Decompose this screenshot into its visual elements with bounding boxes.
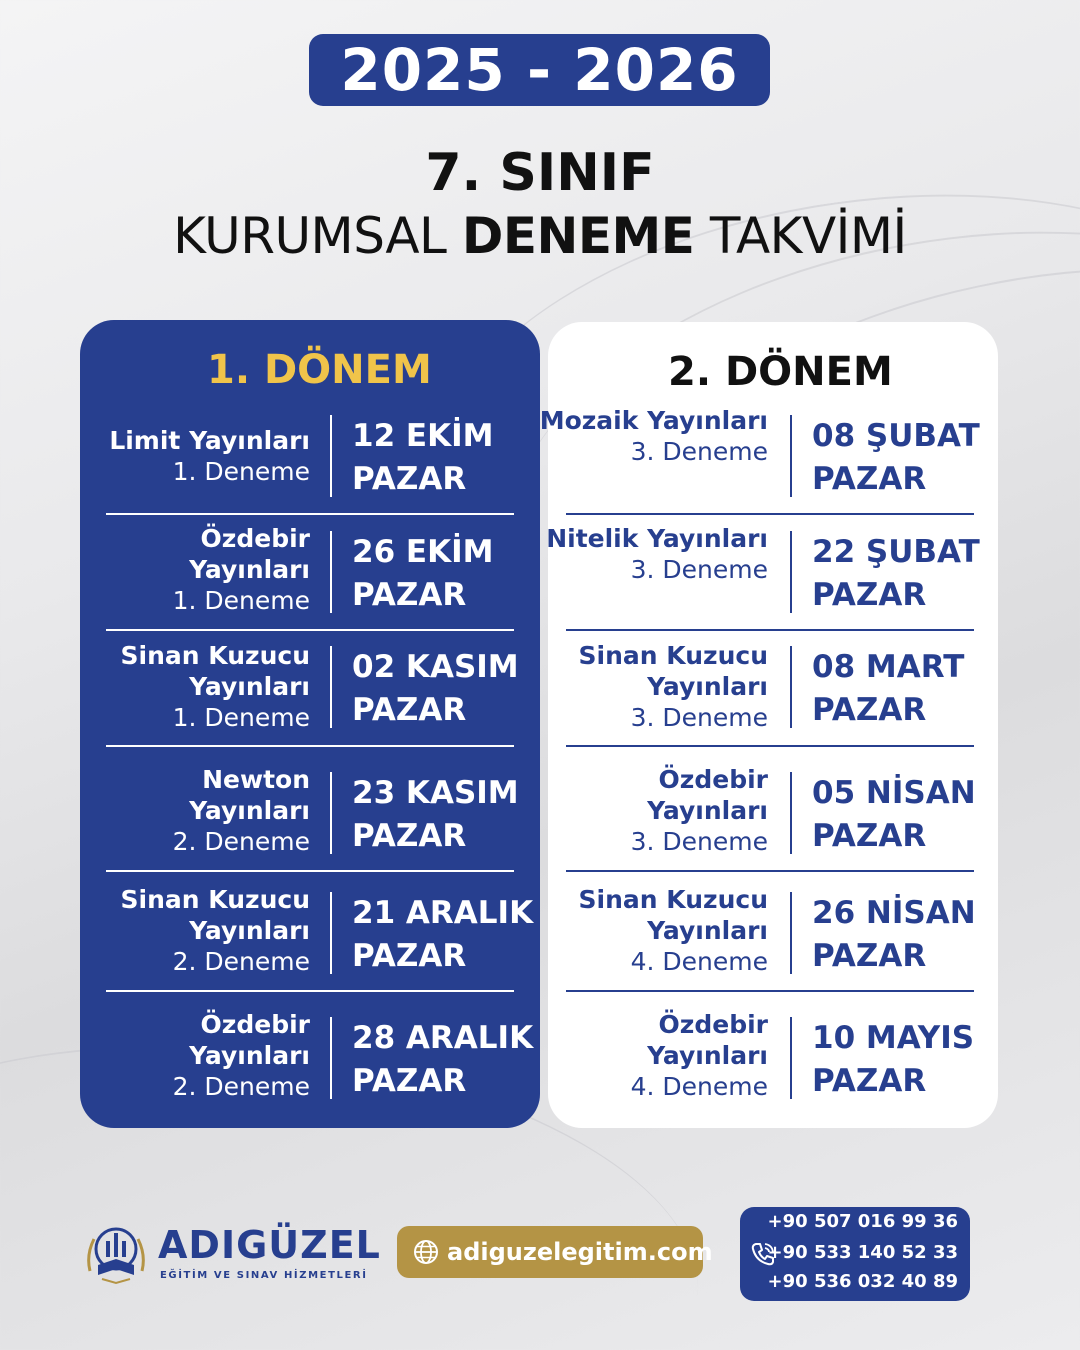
publisher-name: Limit Yayınları: [109, 426, 310, 455]
exam-number: 1. Deneme: [172, 586, 310, 615]
exam-day: PAZAR: [812, 577, 927, 613]
divider: [330, 1017, 332, 1099]
row-separator: [566, 990, 974, 992]
exam-day: PAZAR: [352, 692, 467, 728]
exam-number: 2. Deneme: [172, 827, 310, 856]
row-separator: [106, 990, 514, 992]
divider: [790, 415, 792, 497]
publisher-cell: [538, 640, 768, 733]
exam-day: PAZAR: [812, 1063, 927, 1099]
publisher-name: Sinan Kuzucu Yayınları: [578, 885, 768, 945]
publisher-cell: [538, 405, 768, 467]
term1-heading: 1. DÖNEM: [207, 347, 432, 393]
exam-date: 08 ŞUBAT: [812, 418, 980, 454]
row-separator: [566, 870, 974, 872]
grade-heading: 7. SINIF: [425, 143, 655, 203]
exam-date: 21 ARALIK: [352, 895, 534, 931]
publisher-name: Sinan Kuzucu Yayınları: [578, 641, 768, 701]
phone-number[interactable]: +90 533 140 52 33: [767, 1242, 958, 1263]
page-title: [0, 205, 1080, 267]
publisher-name: Sinan Kuzucu Yayınları: [120, 641, 310, 701]
exam-number: 3. Deneme: [630, 703, 768, 732]
exam-day: PAZAR: [352, 938, 467, 974]
exam-date: 05 NİSAN: [812, 775, 976, 811]
exam-number: 2. Deneme: [172, 1072, 310, 1101]
row-separator: [106, 629, 514, 631]
exam-date: 26 NİSAN: [812, 895, 976, 931]
publisher-cell: [80, 523, 310, 616]
exam-day: PAZAR: [812, 461, 927, 497]
globe-icon: [413, 1239, 439, 1265]
exam-date: 22 ŞUBAT: [812, 534, 980, 570]
exam-day: PAZAR: [352, 1063, 467, 1099]
term1-panel: [80, 320, 540, 1128]
exam-number: 3. Deneme: [630, 555, 768, 584]
book-logo-icon: [80, 1219, 152, 1291]
exam-date: 10 MAYIS: [812, 1020, 975, 1056]
publisher-name: Özdebir Yayınları: [189, 1010, 310, 1070]
publisher-cell: [80, 1009, 310, 1102]
exam-date: 02 KASIM: [352, 649, 519, 685]
publisher-cell: [538, 1009, 768, 1102]
divider: [330, 531, 332, 613]
exam-number: 3. Deneme: [630, 827, 768, 856]
publisher-cell: [538, 884, 768, 977]
divider: [330, 646, 332, 728]
exam-day: PAZAR: [812, 692, 927, 728]
exam-day: PAZAR: [812, 818, 927, 854]
website-url: adiguzelegitim.com: [447, 1238, 713, 1266]
row-separator: [566, 745, 974, 747]
publisher-cell: [80, 425, 310, 487]
divider: [330, 892, 332, 974]
phone-number[interactable]: +90 507 016 99 36: [767, 1211, 958, 1232]
publisher-name: Nitelik Yayınları: [546, 524, 768, 553]
brand-name: ADIGÜZEL: [158, 1223, 381, 1267]
exam-date: 26 EKİM: [352, 534, 494, 570]
exam-day: PAZAR: [352, 577, 467, 613]
year-range-badge: 2025 - 2026: [309, 34, 770, 106]
exam-day: PAZAR: [352, 461, 467, 497]
exam-number: 3. Deneme: [630, 437, 768, 466]
divider: [790, 646, 792, 728]
exam-date: 12 EKİM: [352, 418, 494, 454]
publisher-cell: [80, 640, 310, 733]
divider: [330, 772, 332, 854]
exam-number: 4. Deneme: [630, 1072, 768, 1101]
exam-day: PAZAR: [812, 938, 927, 974]
publisher-name: Özdebir Yayınları: [647, 1010, 768, 1070]
publisher-name: Özdebir Yayınları: [189, 524, 310, 584]
term2-panel: [539, 322, 998, 1128]
exam-date: 28 ARALIK: [352, 1020, 534, 1056]
publisher-name: Newton Yayınları: [189, 765, 310, 825]
title-bold: DENEME: [461, 207, 695, 265]
publisher-name: Özdebir Yayınları: [647, 765, 768, 825]
publisher-cell: [538, 764, 768, 857]
phone-number[interactable]: +90 536 032 40 89: [767, 1271, 958, 1292]
divider: [790, 531, 792, 613]
row-separator: [106, 870, 514, 872]
exam-date: 08 MART: [812, 649, 965, 685]
publisher-cell: [80, 764, 310, 857]
exam-number: 1. Deneme: [172, 457, 310, 486]
divider: [790, 1017, 792, 1099]
row-separator: [106, 745, 514, 747]
phone-contacts: [740, 1207, 970, 1301]
publisher-cell: [538, 523, 768, 585]
website-link[interactable]: [397, 1226, 713, 1278]
term2-heading: 2. DÖNEM: [668, 349, 893, 395]
brand-tagline: EĞİTİM VE SINAV HİZMETLERİ: [160, 1270, 368, 1281]
exam-day: PAZAR: [352, 818, 467, 854]
row-separator: [566, 513, 974, 515]
exam-number: 1. Deneme: [172, 703, 310, 732]
exam-date: 23 KASIM: [352, 775, 519, 811]
divider: [790, 892, 792, 974]
row-separator: [106, 513, 514, 515]
title-prefix: KURUMSAL: [173, 207, 447, 265]
title-suffix: TAKVİMİ: [709, 207, 907, 265]
publisher-name: Mozaik Yayınları: [539, 406, 768, 435]
row-separator: [566, 629, 974, 631]
brand-logo: [80, 1215, 381, 1295]
publisher-cell: [80, 884, 310, 977]
exam-number: 2. Deneme: [172, 947, 310, 976]
publisher-name: Sinan Kuzucu Yayınları: [120, 885, 310, 945]
divider: [790, 772, 792, 854]
divider: [330, 415, 332, 497]
exam-number: 4. Deneme: [630, 947, 768, 976]
